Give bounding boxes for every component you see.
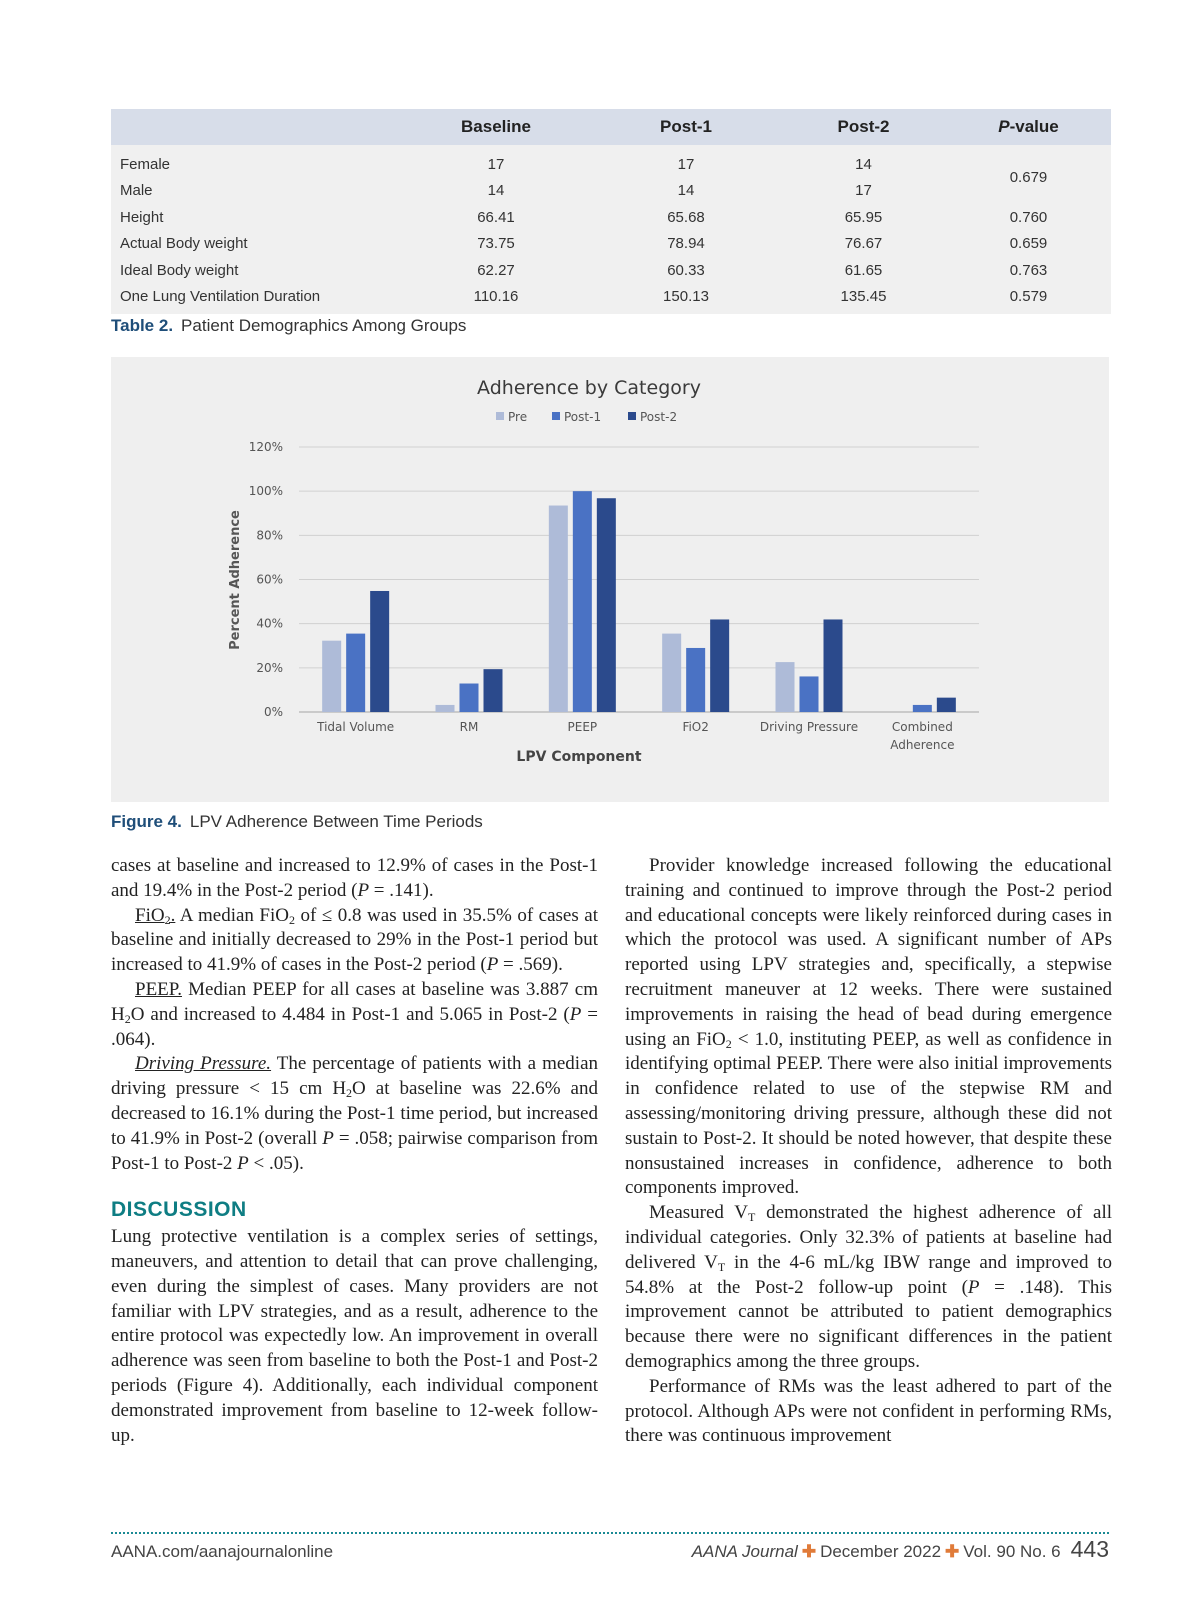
header-post2: Post-2	[781, 109, 946, 145]
footer-website: AANA.com/aanajournalonline	[111, 1542, 334, 1561]
row-label: Actual Body weight	[120, 235, 248, 253]
y-tick-label: 120%	[248, 440, 283, 454]
fio2-subheading: FiO$_2$.	[135, 904, 176, 927]
bar-pre-tidal-volume	[322, 641, 341, 712]
table-row	[111, 257, 1111, 284]
cell-baseline: 110.16	[473, 288, 519, 306]
footer-volume: Vol. 90 No. 6	[963, 1542, 1061, 1561]
paragraph-provider-knowledge: Provider knowledge increased following the educational training and continued to improve through the Post-2 period and educational concepts were likely reinforced during cases in which the protocol was used. A significant number of APs reported using LPV strategies and, specifically, a stepwise recruitment maneuver at 12 weeks. There were sustained improvements in raising the head of bead during emergence using an FiO$_2$ < 1.0, instituting PEEP, as well as confidence in identifying optimal PEEP. There were also initial improvements in confidence related to use of the stepwise RM and assessing/monitoring driving pressure, although these did not sustain to Post-2. It should be noted however, that despite these nonsustained increases in confidence, adherence to both components improved.	[625, 855, 1112, 1199]
x-tick-label: Combined	[891, 720, 953, 734]
legend-label: Post-1	[564, 410, 602, 424]
cell-pvalue: 0.679	[1009, 169, 1048, 186]
peep-subheading: PEEP.	[135, 978, 182, 1000]
cell-baseline: 17	[487, 155, 505, 173]
x-tick-label: Driving Pressure	[759, 720, 859, 734]
bar-post-1-peep	[573, 491, 592, 712]
cell-pvalue: 0.659	[1009, 235, 1048, 253]
header-baseline: Baseline	[401, 109, 591, 145]
bar-post-2-fio2	[710, 619, 729, 712]
x-tick-label: Adherence	[890, 738, 955, 752]
row-label: Female	[120, 155, 171, 173]
cell-post1: 14	[677, 182, 695, 200]
y-tick-label: 60%	[256, 572, 283, 587]
bar-post-1-tidal-volume	[346, 634, 365, 712]
right-text-column	[625, 854, 1112, 1449]
bar-post-1-fio2	[686, 648, 705, 712]
cell-baseline: 73.75	[477, 235, 515, 253]
cell-post2: 135.45	[840, 288, 887, 306]
cell-post2: 14	[855, 155, 872, 173]
figure-caption-label: Figure 4.	[111, 812, 182, 831]
footer-rule	[111, 1532, 1109, 1534]
paragraph-fio2: FiO$_2$. A median FiO$_2$ of ≤ 0.8 was used in 35.5% of cases at baseline and initially decreased to 29% in the Post-1 period but increased to 41.9% of cases in the Post-2 period (P = .569).	[111, 904, 598, 976]
cell-post1: 150.13	[663, 288, 709, 306]
paragraph-tidal-volume: Measured $V_T$ demonstrated the highest adherence of all individual categories. Only 32.3% of patients at baseline had delivered $V_T$ in the 4-6 mL/kg IBW range and improved to 54.8% at the Post-2 follow-up point (P = .148). This improvement cannot be attributed to patient demographics because there were no significant differences in the patient demographics among the three groups.	[625, 1202, 1113, 1372]
figure-4-chart	[111, 357, 1109, 802]
cell-baseline: 14	[487, 182, 505, 200]
bar-post-2-driving-pressure	[824, 619, 843, 712]
cell-post2: 76.67	[844, 235, 883, 253]
footer-separator-icon: ✚	[945, 1542, 960, 1561]
cell-post1: 65.68	[667, 208, 705, 226]
footer-journal-name: AANA Journal	[691, 1542, 798, 1561]
bar-pre-rm	[436, 705, 455, 712]
cell-post1: 78.94	[667, 235, 705, 253]
adherence-chart-svg	[111, 357, 1109, 802]
legend-swatch	[628, 412, 636, 420]
left-text-column	[111, 854, 598, 1448]
x-tick-label: PEEP	[567, 720, 598, 734]
x-tick-label: FiO2	[682, 720, 709, 734]
header-post1: Post-1	[591, 109, 781, 145]
chart-title: Adherence by Category	[477, 377, 701, 399]
table-row	[111, 145, 1111, 178]
bar-post-1-combined-adherence	[913, 705, 932, 712]
legend-label: Post-2	[640, 410, 678, 424]
cell-baseline: 66.41	[477, 208, 515, 226]
y-tick-label: 20%	[256, 660, 283, 675]
y-axis-label: Percent Adherence	[228, 510, 243, 650]
x-axis-label: LPV Component	[516, 749, 642, 765]
cell-post1: 60.33	[667, 261, 705, 279]
figure-caption	[111, 812, 483, 832]
footer-journal-info	[692, 1536, 1109, 1563]
row-label: Male	[120, 182, 153, 200]
bar-post-1-rm	[460, 684, 479, 712]
pvalue-italic-p: P	[998, 117, 1010, 136]
paragraph-discussion: Lung protective ventilation is a complex series of settings, maneuvers, and attention to detail that can prove challenging, even during the simplest of cases. Many providers are not familiar with LPV strategies, and as a result, adherence to the entire protocol was expectedly low. An improvement in overall adherence was seen from baseline to both the Post-1 and Post-2 periods (Figure 4). Additionally, each individual component demonstrated improvement from baseline to 12-week follow-up.	[111, 1226, 598, 1446]
y-tick-label: 0%	[263, 705, 283, 719]
bar-post-2-combined-adherence	[937, 698, 956, 712]
bar-post-2-tidal-volume	[370, 591, 389, 712]
demographics-table	[111, 109, 1111, 314]
table-caption-text: Patient Demographics Among Groups	[181, 316, 467, 335]
row-label: Height	[120, 208, 164, 226]
cell-pvalue: 0.760	[1009, 208, 1048, 226]
row-label: One Lung Ventilation Duration	[120, 288, 321, 306]
table-header-row	[111, 109, 1111, 145]
discussion-heading: DISCUSSION	[111, 1198, 247, 1222]
x-tick-label: RM	[459, 720, 479, 734]
cell-baseline: 62.27	[477, 261, 515, 279]
paragraph-driving-pressure: Driving Pressure. The percentage of patients with a median driving pressure < 15 cm $H_2O$ at baseline was 22.6% and decreased to 16.1% during the Post-1 time period, but increased to 41.9% in Post-2 (overall P = .058; pairwise comparison from Post-1 to Post-2 P < .05).	[111, 1053, 598, 1174]
table-caption	[111, 316, 466, 336]
x-tick-label: Tidal Volume	[317, 720, 395, 734]
figure-caption-text: LPV Adherence Between Time Periods	[189, 812, 483, 831]
paragraph-peep: PEEP. Median PEEP for all cases at baseline was 3.887 cm $H_2O$ and increased to 4.484 in Post-1 and 5.065 in Post-2 (P = .064).	[111, 978, 599, 1050]
footer-date: December 2022	[820, 1542, 942, 1561]
cell-post2: 61.65	[844, 261, 883, 279]
table-row	[111, 231, 1111, 258]
cell-pvalue: 0.763	[1009, 261, 1048, 279]
pvalue-suffix: -value	[1009, 117, 1059, 136]
header-pvalue	[946, 109, 1111, 145]
bar-post-1-driving-pressure	[800, 676, 819, 712]
table-caption-label: Table 2.	[111, 316, 174, 335]
y-tick-label: 40%	[256, 616, 283, 631]
bar-post-2-rm	[484, 669, 503, 712]
driving-pressure-subheading: Driving Pressure.	[135, 1053, 272, 1075]
cell-post2: 17	[855, 182, 872, 200]
cell-post2: 65.95	[844, 208, 883, 226]
cell-post1: 17	[677, 155, 695, 173]
table-row	[111, 284, 1111, 315]
legend-label: Pre	[508, 410, 528, 424]
legend-swatch	[552, 412, 560, 420]
bar-pre-peep	[549, 506, 568, 712]
table-row	[111, 204, 1111, 231]
footer-page-number: 443	[1070, 1536, 1109, 1562]
paragraph-rm-continued: cases at baseline and increased to 12.9% of cases in the Post-1 and 19.4% in the Post-2 period (P = .141).	[111, 855, 598, 901]
paragraph-rm-performance: Performance of RMs was the least adhered to part of the protocol. Although APs were not confident in performing RMs, there was continuous improvement	[625, 1375, 1112, 1447]
y-tick-label: 80%	[256, 528, 283, 543]
bar-post-2-peep	[597, 498, 616, 712]
row-label: Ideal Body weight	[120, 261, 239, 279]
cell-pvalue: 0.579	[1009, 288, 1048, 306]
legend-swatch	[496, 412, 504, 420]
header-blank	[111, 109, 401, 145]
bar-pre-driving-pressure	[776, 662, 795, 712]
footer-separator-icon: ✚	[801, 1542, 817, 1561]
y-tick-label: 100%	[248, 484, 283, 499]
bar-pre-fio2	[662, 634, 681, 712]
